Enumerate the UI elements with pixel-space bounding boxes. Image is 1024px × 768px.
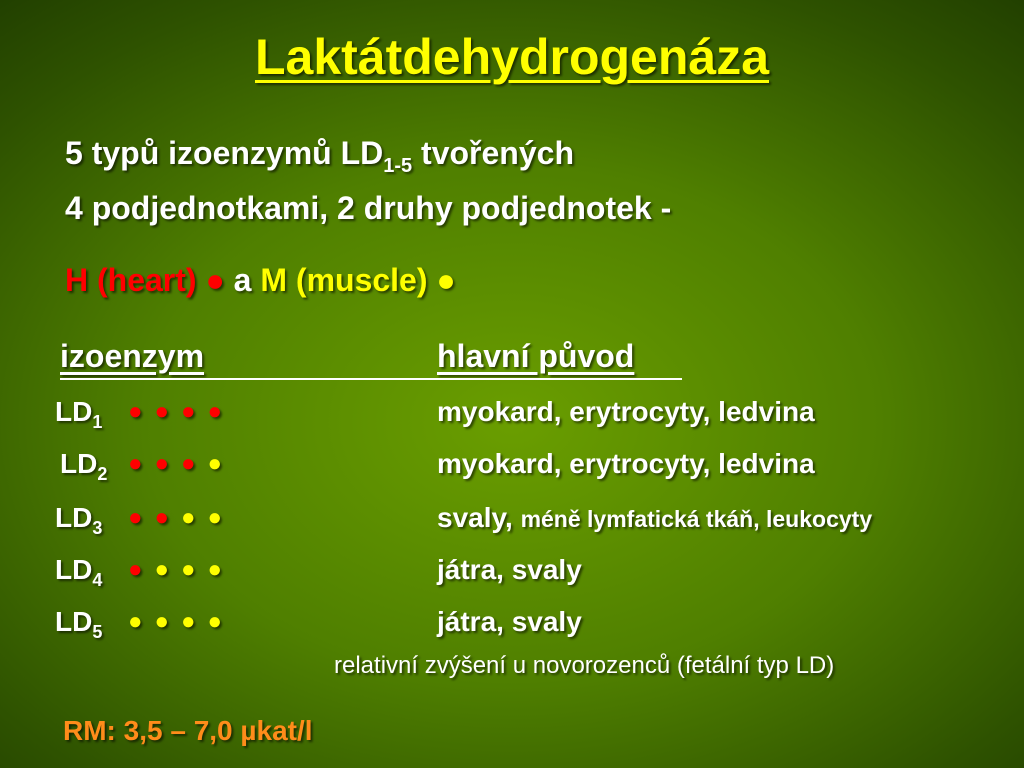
isoenzyme-name xyxy=(55,396,102,433)
intro-line-1-end: tvořených xyxy=(412,135,574,171)
m-subunit-dot: ● xyxy=(207,450,234,477)
intro-line-2: 4 podjednotkami, 2 druhy podjednotek - xyxy=(65,190,672,226)
h-subunit-dot: ● xyxy=(128,556,155,583)
column-header-origin: hlavní původ xyxy=(437,338,635,374)
m-subunit-dot: ● xyxy=(128,608,155,635)
isoenzyme-index: 5 xyxy=(92,622,103,642)
m-subunit-dot: ● xyxy=(207,608,234,635)
h-subunit-dot: ● xyxy=(128,398,155,425)
intro-line-1 xyxy=(65,132,671,187)
h-subunit-dot: ● xyxy=(128,504,155,531)
isoenzyme-name xyxy=(60,448,107,485)
subunit-connector: a xyxy=(233,262,252,298)
intro-text xyxy=(65,132,671,229)
subunit-legend xyxy=(65,262,456,299)
isoenzyme-origin xyxy=(437,606,582,638)
h-subunit-dot: ● xyxy=(154,398,181,425)
isoenzyme-name xyxy=(55,606,102,643)
m-subunit-dot: ● xyxy=(181,504,208,531)
subunit-composition xyxy=(128,556,234,584)
isoenzyme-name xyxy=(55,554,102,591)
m-subunit-dot: ● xyxy=(154,556,181,583)
isoenzyme-index: 2 xyxy=(97,464,108,484)
isoenzyme-origin xyxy=(437,502,872,534)
h-subunit-dot: ● xyxy=(205,262,225,298)
h-subunit-dot: ● xyxy=(128,450,155,477)
header-underline xyxy=(60,378,682,380)
slide-title: Laktátdehydrogenáza xyxy=(254,29,769,85)
isoenzyme-label: LD xyxy=(60,448,98,479)
isoenzyme-origin xyxy=(437,554,582,586)
isoenzyme-index: 4 xyxy=(92,570,103,590)
origin-main: játra, svaly xyxy=(437,554,582,585)
m-subunit-dot: ● xyxy=(181,556,208,583)
subunit-composition xyxy=(128,504,234,532)
intro-line-1-start: 5 typů izoenzymů LD xyxy=(65,135,384,171)
origin-extra: méně lymfatická tkáň, leukocyty xyxy=(520,506,873,532)
isoenzyme-index: 3 xyxy=(92,518,103,538)
intro-subscript: 1-5 xyxy=(383,155,413,177)
h-subunit-dot: ● xyxy=(154,450,181,477)
origin-main: myokard, erytrocyty, ledvina xyxy=(437,448,815,479)
h-subunit-dot: ● xyxy=(181,398,208,425)
subunit-composition xyxy=(128,608,234,636)
newborn-note: relativní zvýšení u novorozenců (fetální typ LD) xyxy=(334,652,835,679)
isoenzyme-name xyxy=(55,502,102,539)
isoenzyme-label: LD xyxy=(55,606,93,637)
isoenzyme-label: LD xyxy=(55,502,93,533)
m-subunit-dot: ● xyxy=(436,262,456,298)
isoenzyme-origin xyxy=(437,448,815,480)
m-subunit-label: M (muscle) xyxy=(260,262,428,298)
subunit-composition xyxy=(128,450,234,478)
m-subunit-dot: ● xyxy=(207,504,234,531)
origin-main: myokard, erytrocyty, ledvina xyxy=(437,396,815,427)
isoenzyme-label: LD xyxy=(55,554,93,585)
column-header-isoenzyme: izoenzym xyxy=(60,338,205,374)
m-subunit-dot: ● xyxy=(181,608,208,635)
origin-main: játra, svaly xyxy=(437,606,582,637)
h-subunit-dot: ● xyxy=(207,398,234,425)
h-subunit-dot: ● xyxy=(181,450,208,477)
m-subunit-dot: ● xyxy=(207,556,234,583)
h-subunit-dot: ● xyxy=(154,504,181,531)
isoenzyme-origin xyxy=(437,396,815,428)
reference-range: RM: 3,5 – 7,0 µkat/l xyxy=(63,715,313,746)
m-subunit-dot: ● xyxy=(154,608,181,635)
subunit-composition xyxy=(128,398,234,426)
isoenzyme-index: 1 xyxy=(92,412,103,432)
isoenzyme-label: LD xyxy=(55,396,93,427)
h-subunit-label: H (heart) xyxy=(65,262,197,298)
origin-main: svaly, xyxy=(437,502,513,533)
